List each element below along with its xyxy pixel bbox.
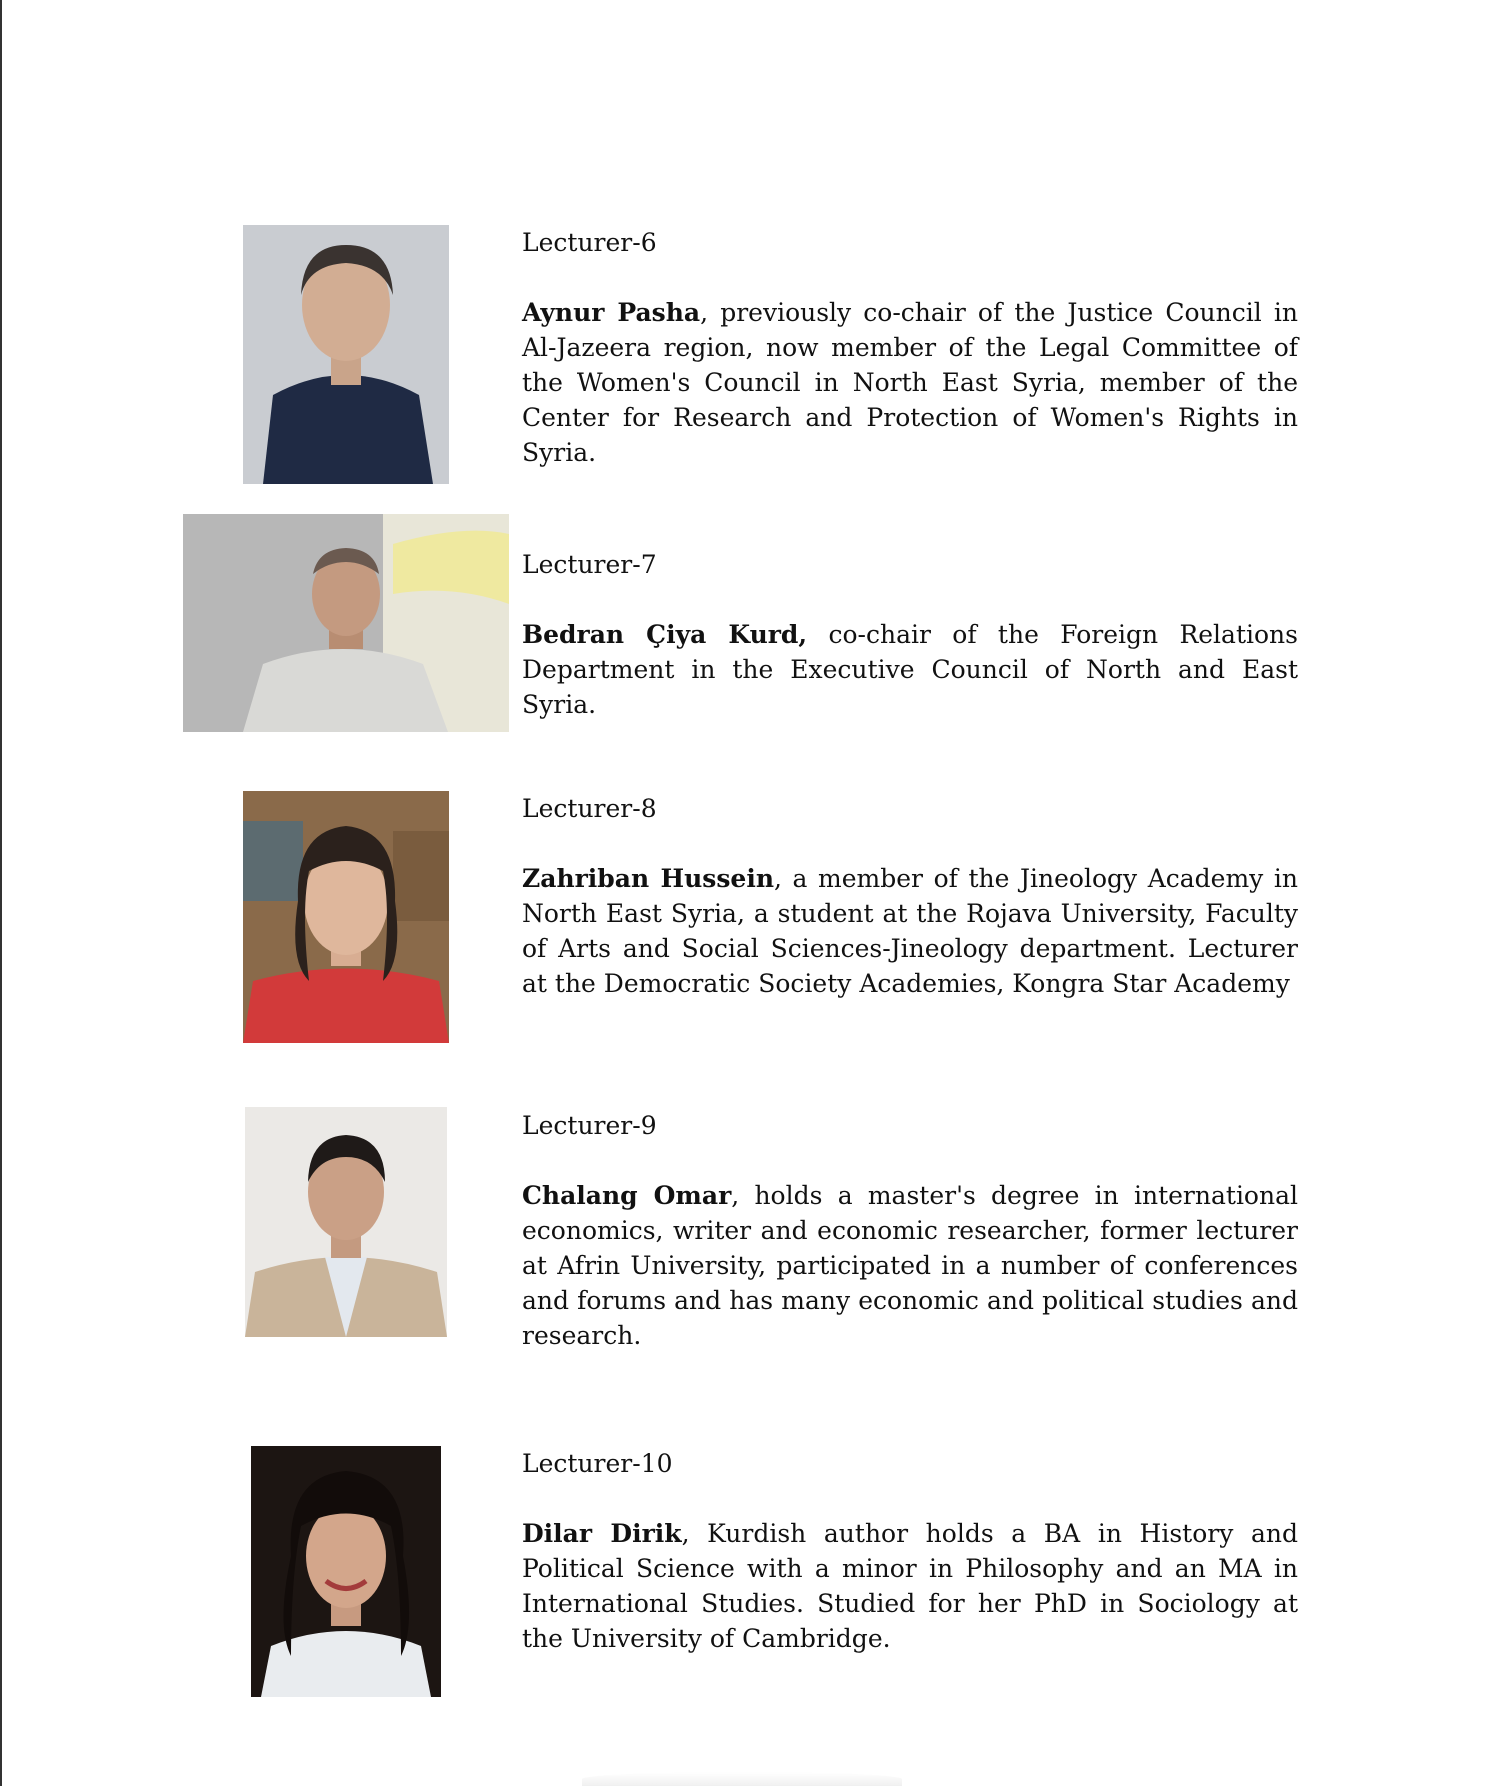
lecturer-bio	[522, 1516, 1298, 1656]
lecturer-name: Bedran Çiya Kurd,	[522, 620, 808, 649]
portrait-woman-icon	[243, 791, 449, 1043]
lecturer-description: , previously co-chair of the Justice Council in Al-Jazeera region, now member of the Legal Committee of the Women's Council in North East Syria, member of the Center for Research and Protection of Women's Rights in Syria.	[522, 298, 1298, 467]
lecturer-name: Aynur Pasha	[522, 298, 701, 327]
portrait-man-icon	[245, 1107, 447, 1337]
portrait-woman-icon	[243, 225, 449, 484]
lecturer-photo	[245, 1107, 447, 1337]
lecturer-description: , holds a master's degree in international economics, writer and economic researcher, former lecturer at Afrin University, participated in a number of conferences and forums and has many economic and political studies and research.	[522, 1181, 1298, 1350]
lecturer-description: , a member of the Jineology Academy in North East Syria, a student at the Rojava University, Faculty of Arts and Social Sciences-Jineology department. Lecturer at the Democratic Society Academies, Kongra Star Academy	[522, 864, 1298, 998]
lecturer-name: Zahriban Hussein	[522, 864, 775, 893]
lecturer-label: Lecturer-6	[522, 228, 657, 257]
lecturer-description: , Kurdish author holds a BA in History and Political Science with a minor in Philosophy and an MA in International Studies. Studied for her PhD in Sociology at the University of Cambridge.	[522, 1519, 1298, 1653]
lecturer-label: Lecturer-7	[522, 550, 657, 579]
lecturer-label: Lecturer-8	[522, 794, 657, 823]
lecturer-bio	[522, 1178, 1298, 1353]
portrait-man-icon	[183, 514, 509, 732]
lecturer-photo	[251, 1446, 441, 1697]
lecturer-photo	[243, 791, 449, 1043]
page-edge-shadow	[582, 1772, 902, 1786]
lecturer-label: Lecturer-9	[522, 1111, 657, 1140]
lecturer-photo	[183, 514, 509, 732]
lecturer-name: Dilar Dirik	[522, 1519, 682, 1548]
lecturer-photo	[243, 225, 449, 484]
lecturer-bio	[522, 861, 1298, 1001]
lecturer-bio	[522, 295, 1298, 470]
lecturer-label: Lecturer-10	[522, 1449, 673, 1478]
lecturer-description: co-chair of the Foreign Relations Department in the Executive Council of North and East Syria.	[522, 620, 1298, 719]
lecturer-bio	[522, 617, 1298, 722]
lecturer-name: Chalang Omar	[522, 1181, 732, 1210]
portrait-woman-icon	[251, 1446, 441, 1697]
